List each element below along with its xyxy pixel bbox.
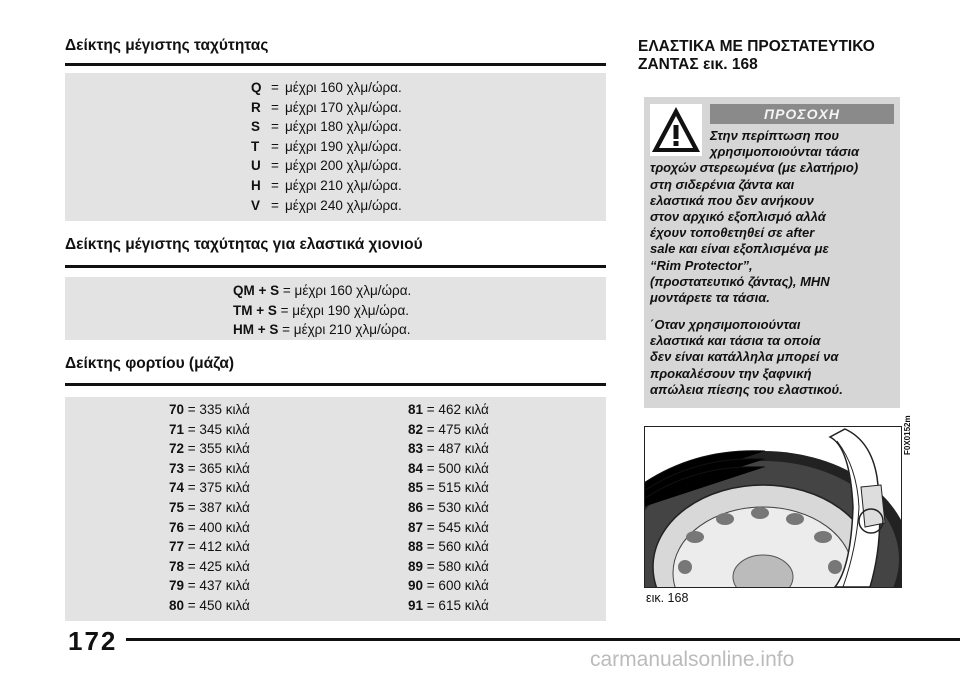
load-index-code: 79 <box>169 578 185 594</box>
load-index-value: = 345 κιλά <box>187 421 250 437</box>
warning-text-line: δεν είναι κατάλληλα μπορεί να <box>650 349 839 365</box>
watermark-footer: carmanualsonline.info <box>590 648 795 671</box>
section-rule <box>65 63 606 66</box>
load-index-value: = 365 κιλά <box>187 460 250 476</box>
speed-index-value: μέχρι 200 χλμ/ώρα. <box>285 158 402 174</box>
load-index-row <box>408 520 489 536</box>
speed-index-table <box>65 73 606 221</box>
snow-speed-index-row <box>233 303 409 319</box>
speed-index-equals: = <box>271 119 279 135</box>
load-index-value: = 475 κιλά <box>426 421 489 437</box>
load-index-code: 88 <box>408 539 424 555</box>
load-index-code: 85 <box>408 480 424 496</box>
warning-text-line: προκαλέσουν την ξαφνική <box>650 365 812 381</box>
load-index-code: 82 <box>408 421 424 437</box>
snow-speed-index-code: TM + S <box>233 302 277 318</box>
load-index-row <box>169 480 250 496</box>
load-index-row <box>169 461 250 477</box>
load-index-value: = 530 κιλά <box>426 500 489 515</box>
load-index-row <box>408 539 489 555</box>
speed-index-heading: Δείκτης μέγιστης ταχύτητας <box>65 37 269 54</box>
load-index-row <box>169 500 250 516</box>
warning-text-line: “Rim Protector”, <box>650 257 753 273</box>
speed-index-equals: = <box>271 178 279 193</box>
load-index-row <box>408 598 489 614</box>
warning-box <box>644 97 900 408</box>
speed-index-equals: = <box>271 138 279 154</box>
snow-speed-index-row <box>233 322 411 338</box>
load-index-value: = 425 κιλά <box>187 558 250 574</box>
speed-index-row <box>251 139 402 155</box>
warning-text-line: έχουν τοποθετηθεί σε after <box>650 225 815 241</box>
speed-index-row <box>251 119 402 135</box>
speed-index-value: μέχρι 190 χλμ/ώρα. <box>285 138 402 154</box>
load-index-value: = 487 κιλά <box>426 441 489 457</box>
load-index-value: = 355 κιλά <box>187 441 250 457</box>
section-rule <box>65 265 606 268</box>
speed-index-row <box>251 178 402 194</box>
bottom-rule <box>126 638 960 641</box>
load-index-code: 75 <box>169 500 185 515</box>
load-index-code: 80 <box>169 598 185 613</box>
load-index-row <box>169 598 250 614</box>
speed-index-row <box>251 100 402 116</box>
warning-text-line: στον αρχικό εξοπλισμό αλλά <box>650 209 826 224</box>
speed-index-equals: = <box>271 158 279 174</box>
warning-label: ΠΡΟΣΟΧΗ <box>710 104 894 124</box>
load-index-code: 91 <box>408 598 424 613</box>
load-index-value: = 615 κιλά <box>426 598 489 613</box>
warning-text-line: τροχών στερεωμένα (με ελατήριο) <box>650 160 859 176</box>
load-index-code: 70 <box>169 402 185 417</box>
warning-text-line: (προστατευτικό ζάντας), ΜΗΝ <box>650 273 830 289</box>
speed-index-equals: = <box>271 99 279 115</box>
load-index-value: = 387 κιλά <box>187 500 250 515</box>
load-index-row <box>408 578 489 594</box>
warning-text-line: απώλεια πίεσης του ελαστικού. <box>650 381 843 397</box>
load-index-row <box>169 520 250 536</box>
load-index-value: = 600 κιλά <box>426 578 489 594</box>
snow-speed-index-code: HM + S <box>233 322 279 337</box>
load-index-row <box>408 402 489 418</box>
load-index-value: = 580 κιλά <box>426 558 489 574</box>
load-index-code: 73 <box>169 460 185 476</box>
speed-index-value: μέχρι 210 χλμ/ώρα. <box>285 178 402 193</box>
speed-index-code: Q <box>251 80 262 95</box>
speed-index-row <box>251 80 402 96</box>
snow-speed-index-row <box>233 283 411 299</box>
speed-index-code: S <box>251 119 261 135</box>
load-index-row <box>408 559 489 575</box>
load-index-row <box>169 539 250 555</box>
load-index-code: 81 <box>408 402 424 417</box>
load-index-value: = 560 κιλά <box>426 539 489 555</box>
load-index-value: = 515 κιλά <box>426 480 489 496</box>
load-index-row <box>169 578 250 594</box>
warning-text-line: ελαστικά και τάσια τα οποία <box>650 333 821 349</box>
load-index-code: 76 <box>169 519 185 535</box>
load-index-value: = 450 κιλά <box>187 598 250 613</box>
load-index-code: 89 <box>408 558 424 574</box>
load-index-row <box>169 441 250 457</box>
speed-index-equals: = <box>271 80 279 95</box>
rim-protector-title-line1: ΕΛΑΣΤΙΚΑ ΜΕ ΠΡΟΣΤΑΤΕΥΤΙΚΟ <box>638 38 875 55</box>
load-index-code: 84 <box>408 460 424 476</box>
load-index-value: = 437 κιλά <box>187 578 250 594</box>
figure-code: F0X0152m <box>903 415 912 455</box>
warning-text-line: ελαστικά που δεν ανήκουν <box>650 192 814 208</box>
load-index-code: 83 <box>408 441 424 457</box>
warning-text-line: Στην περίπτωση που <box>710 128 840 143</box>
rim-protector-title-line2: ΖΑΝΤΑΣ εικ. 168 <box>638 56 758 73</box>
load-index-value: = 462 κιλά <box>426 402 489 417</box>
speed-index-value: μέχρι 180 χλμ/ώρα. <box>285 119 402 135</box>
speed-index-code: V <box>251 197 261 213</box>
load-index-row <box>408 480 489 496</box>
load-index-code: 90 <box>408 578 424 594</box>
load-index-value: = 400 κιλά <box>187 519 250 535</box>
figure-caption: εικ. 168 <box>646 591 689 605</box>
warning-text-line: μοντάρετε τα τάσια. <box>650 290 770 305</box>
load-index-value: = 500 κιλά <box>426 460 489 476</box>
warning-triangle-icon <box>650 104 702 156</box>
warning-text-line: στη σιδερένια ζάντα και <box>650 176 795 192</box>
load-index-code: 74 <box>169 480 185 496</box>
speed-index-equals: = <box>271 197 279 213</box>
speed-index-value: μέχρι 170 χλμ/ώρα. <box>285 99 402 115</box>
rim-protector-title <box>638 38 875 74</box>
load-index-value: = 412 κιλά <box>187 539 250 555</box>
load-index-row <box>408 441 489 457</box>
warning-text-line: ΄Οταν χρησιμοποιούνται <box>650 317 801 332</box>
load-index-row <box>169 559 250 575</box>
load-index-code: 77 <box>169 539 185 555</box>
load-index-code: 71 <box>169 421 185 437</box>
speed-index-code: H <box>251 178 261 193</box>
speed-index-row <box>251 198 402 214</box>
load-index-row <box>408 500 489 516</box>
speed-index-value: μέχρι 160 χλμ/ώρα. <box>285 80 402 95</box>
speed-index-value: μέχρι 240 χλμ/ώρα. <box>285 197 402 213</box>
snow-speed-index-code: QM + S <box>233 283 280 298</box>
snow-speed-index-heading: Δείκτης μέγιστης ταχύτητας για ελαστικά χιονιού <box>65 236 423 253</box>
load-index-code: 78 <box>169 558 185 574</box>
rim-protector-illustration <box>644 426 902 588</box>
load-index-code: 86 <box>408 500 424 515</box>
snow-speed-index-table <box>65 277 606 340</box>
load-index-value: = 545 κιλά <box>426 519 489 535</box>
snow-speed-index-value: = μέχρι 160 χλμ/ώρα. <box>282 283 412 298</box>
snow-speed-index-value: = μέχρι 210 χλμ/ώρα. <box>282 322 411 337</box>
warning-text-line: χρησιμοποιούνται τάσια <box>710 144 860 160</box>
load-index-heading: Δείκτης φορτίου (μάζα) <box>65 355 235 372</box>
load-index-table <box>65 397 606 621</box>
speed-index-code: R <box>251 99 261 115</box>
load-index-value: = 335 κιλά <box>187 402 250 417</box>
warning-text-line: sale και είναι εξοπλισμένα με <box>650 241 829 257</box>
load-index-code: 87 <box>408 519 424 535</box>
snow-speed-index-value: = μέχρι 190 χλμ/ώρα. <box>280 302 410 318</box>
page-number: 172 <box>68 626 118 656</box>
load-index-code: 72 <box>169 441 185 457</box>
load-index-value: = 375 κιλά <box>187 480 250 496</box>
load-index-row <box>408 461 489 477</box>
load-index-row <box>169 422 250 438</box>
load-index-row <box>408 422 489 438</box>
section-rule <box>65 383 606 386</box>
speed-index-code: U <box>251 158 261 174</box>
load-index-row <box>169 402 250 418</box>
speed-index-code: T <box>251 138 260 154</box>
speed-index-row <box>251 158 402 174</box>
